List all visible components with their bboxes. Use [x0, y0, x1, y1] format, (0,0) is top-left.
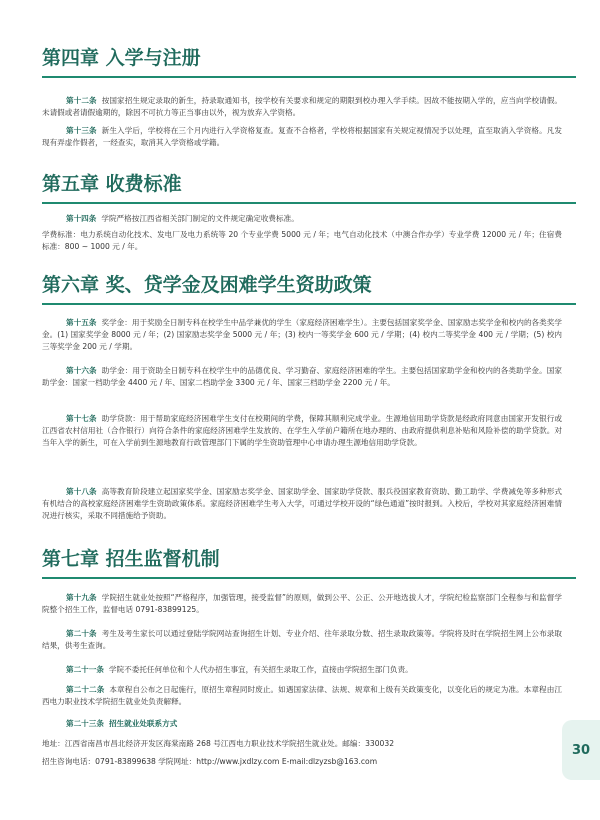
article-22-label: 第二十二条	[66, 685, 105, 694]
page-number-tab	[562, 720, 600, 780]
chapter-7-title: 第七章 招生监督机制	[42, 548, 220, 570]
article-22-text: 本章程自公布之日起施行，原招生章程同时废止。如遇国家法律、法规、规章和上级有关政策变化，以变化后的规定为准。本章程由江西电力职业技术学院招生就业处负责解释。	[42, 685, 563, 707]
chapter-5-rule	[42, 202, 576, 204]
article-12	[42, 95, 562, 119]
article-23-text: 招生就业处联系方式	[108, 719, 178, 728]
article-23	[42, 718, 562, 730]
article-16	[42, 365, 562, 389]
article-18-label: 第十八条	[66, 487, 97, 496]
contact-info-text: 招生咨询电话：0791-83899638 学院网址：http://www.jxdlzy.com E-mail:dlzyzsb@163.com	[42, 757, 378, 766]
fees-standard-text: 学费标准：电力系统自动化技术、发电厂及电力系统等 20 个专业学费 5000 元 / 年；电气自动化技术（中澳合作办学）专业学费 12000 元 / 年；住宿费标准：800 ~ 1000 元 / 年。	[42, 230, 562, 252]
chapter-6-title: 第六章 奖、贷学金及困难学生资助政策	[42, 274, 372, 296]
article-20-text: 考生及考生家长可以通过登陆学院网站查询招生计划、专业介绍、往年录取分数、招生录取政策等。学院将及时在学院招生网上公布录取结果，供考生查询。	[42, 629, 563, 651]
article-15-text: 奖学金：用于奖励全日制专科在校学生中品学兼优的学生（家庭经济困难学生）。主要包括国家奖学金、国家励志奖学金和校内的各类奖学金。(1) 国家奖学金 8000 元 / 年；(2) 国家励志奖学金 5000 元 / 年；(3) 校内一等奖学金 600 元 / 学期；(4) 校内二等奖学金 400 元 / 学期；(5) 校内三等奖学金 200 元 / 学期。	[42, 318, 562, 352]
article-19	[42, 592, 562, 616]
article-16-text: 助学金：用于资助全日制专科在校学生中的品德优良、学习勤奋、家庭经济困难的学生。主要包括国家助学金和校内的各类助学金。国家助学金：国家一档助学金 4400 元 / 年、国家二档助学金 3300 元 / 年、国家三档助学金 2200 元 / 年。	[42, 366, 563, 388]
article-16-label: 第十六条	[66, 366, 97, 375]
chapter-5-header	[42, 172, 576, 204]
article-13-text: 新生入学后，学校将在三个月内进行入学资格复查。复查不合格者，学校将根据国家有关规定视情况予以处理，直至取消入学资格。凡发现有弄虚作假者，一经查实，取消其入学资格或学籍。	[42, 126, 563, 148]
article-19-text: 学院招生就业处按照“严格程序，加强管理，接受监督”的原则，做到公平、公正、公开地选拔人才，学院纪检监察部门全程参与和监督学院整个招生工作，监督电话 0791-83899125。	[42, 593, 562, 615]
chapter-6-rule	[42, 303, 576, 305]
article-17-label: 第十七条	[66, 414, 97, 423]
article-21	[42, 664, 562, 676]
article-13	[42, 125, 562, 149]
article-14-text: 学院严格按江西省相关部门制定的文件规定确定收费标准。	[101, 214, 299, 223]
contact-info	[42, 756, 562, 768]
article-17	[42, 413, 562, 450]
chapter-6-header	[42, 273, 576, 305]
fees-standard	[42, 229, 562, 253]
article-21-label: 第二十一条	[66, 665, 104, 674]
chapter-4-header	[42, 46, 576, 78]
article-22	[42, 684, 562, 708]
chapter-4-rule	[42, 76, 576, 78]
article-21-text: 学院不委托任何单位和个人代办招生事宜，有关招生录取工作，直接由学院招生部门负责。	[108, 665, 413, 674]
article-12-label: 第十二条	[66, 96, 97, 105]
article-14-label: 第十四条	[66, 214, 97, 223]
article-15	[42, 317, 562, 354]
contact-address-text: 地址：江西省南昌市昌北经济开发区海棠南路 268 号江西电力职业技术学院招生就业处。邮编：330032	[42, 739, 395, 748]
article-18-text: 高等教育阶段建立起国家奖学金、国家励志奖学金、国家助学金、国家助学贷款、服兵役国家教育资助、勤工助学、学费减免等多种形式有机结合的高校家庭经济困难学生资助政策体系。家庭经济困难学生考入大学，可通过学校开设的“绿色通道”按时报到。入校后，学校对其家庭经济困难情况进行核实，采取不同措施给予资助。	[42, 487, 563, 521]
chapter-5-title: 第五章 收费标准	[42, 173, 182, 195]
chapter-4-title: 第四章 入学与注册	[42, 47, 201, 69]
article-13-label: 第十三条	[66, 126, 97, 135]
chapter-7-header	[42, 547, 576, 579]
article-14	[42, 213, 562, 225]
page-number: 30	[571, 742, 591, 758]
article-20	[42, 628, 562, 652]
article-12-text: 按国家招生规定录取的新生，持录取通知书，按学校有关要求和规定的期限到校办理入学手续。因故不能按期入学的，应当向学校请假。未请假或者请假逾期的，除因不可抗力等正当事由以外，视为放弃入学资格。	[42, 96, 563, 118]
article-17-text: 助学贷款：用于帮助家庭经济困难学生支付在校期间的学费，保障其顺利完成学业。生源地信用助学贷款是经政府同意由国家开发银行或江西省农村信用社（合作银行）向符合条件的家庭经济困难学生发放的、在学生入学前户籍所在地办理的、由政府提供利息补贴和风险补偿的助学贷款。对当年入学的新生，可在入学前到生源地教育行政管理部门下属的学生资助管理中心申请办理生源地信用助学贷款。	[42, 414, 563, 448]
contact-address	[42, 738, 562, 750]
article-18	[42, 486, 562, 523]
article-23-label: 第二十三条	[66, 719, 104, 728]
article-15-label: 第十五条	[66, 318, 97, 327]
article-20-label: 第二十条	[66, 629, 97, 638]
chapter-7-rule	[42, 577, 576, 579]
article-19-label: 第十九条	[66, 593, 97, 602]
